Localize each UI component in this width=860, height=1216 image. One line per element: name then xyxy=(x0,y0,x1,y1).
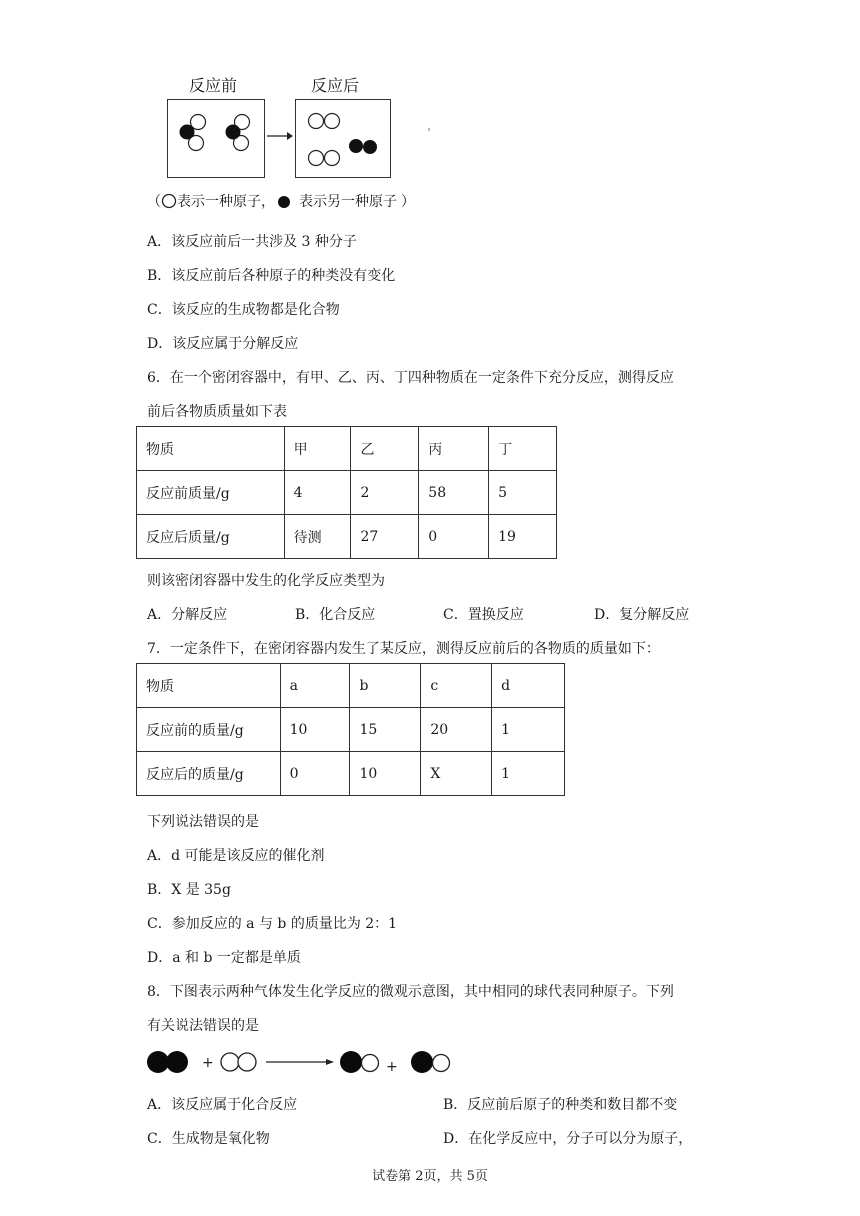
legend-open-paren: （ xyxy=(147,194,161,210)
q6-option-b: B．化合反应 xyxy=(295,607,376,623)
table-cell: 27 xyxy=(351,515,419,559)
table-cell: 4 xyxy=(284,471,351,515)
table-cell: c xyxy=(421,664,492,708)
table-cell: 反应后质量/g xyxy=(137,515,285,559)
molecule-after-white-1 xyxy=(309,114,340,129)
q7-option-c: C．参加反应的 a 与 b 的质量比为 2：1 xyxy=(147,916,398,932)
q8-stem-line1: 8．下图表示两种气体发生化学反应的微观示意图，其中相同的球代表同种原子。下列 xyxy=(147,984,674,1000)
q8-option-c: C．生成物是氧化物 xyxy=(147,1131,270,1147)
label-after-reaction: 反应后 xyxy=(311,76,360,95)
table-cell: a xyxy=(280,664,350,708)
legend-white-text: 表示一种原子， xyxy=(177,194,275,210)
q6-stem-line2: 前后各物质质量如下表 xyxy=(147,404,287,420)
q6-question: 则该密闭容器中发生的化学反应类型为 xyxy=(147,573,385,589)
table-cell: 10 xyxy=(350,752,421,796)
table-row xyxy=(137,664,565,708)
table-cell: 19 xyxy=(489,515,557,559)
table-cell: 丁 xyxy=(489,427,557,471)
table-cell: d xyxy=(492,664,565,708)
table-cell: 1 xyxy=(492,708,565,752)
white-diatomic-molecule xyxy=(221,1053,256,1071)
table-cell: 58 xyxy=(419,471,489,515)
q6-option-c: C．置换反应 xyxy=(443,607,524,623)
q5-option-b: B．该反应前后各种原子的种类没有变化 xyxy=(147,268,396,284)
black-diatomic-molecule xyxy=(147,1051,188,1073)
table-cell: 2 xyxy=(351,471,419,515)
table-cell: 乙 xyxy=(351,427,419,471)
table-cell: 反应后的质量/g xyxy=(137,752,281,796)
q6-stem-line1: 6．在一个密闭容器中，有甲、乙、丙、丁四种物质在一定条件下充分反应，测得反应 xyxy=(147,370,674,386)
q6-mass-table xyxy=(136,426,557,559)
before-reaction-box xyxy=(167,99,265,178)
product-molecule-2 xyxy=(411,1051,450,1073)
black-atom-icon xyxy=(275,193,293,209)
table-row xyxy=(137,471,557,515)
q8-reaction-diagram xyxy=(140,1044,460,1080)
white-atom-icon xyxy=(161,193,177,209)
atom-legend xyxy=(147,191,415,211)
label-before-reaction: 反应前 xyxy=(189,76,238,95)
legend-close-paren: ） xyxy=(401,194,415,210)
q5-option-c: C．该反应的生成物都是化合物 xyxy=(147,302,340,318)
table-cell: 0 xyxy=(419,515,489,559)
q6-option-d: D．复分解反应 xyxy=(594,607,690,623)
q7-mass-table xyxy=(136,663,565,796)
reaction-arrow-head xyxy=(326,1059,334,1065)
plus-sign-2: + xyxy=(386,1059,398,1075)
table-cell: 丙 xyxy=(419,427,489,471)
q8-option-d: D．在化学反应中，分子可以分为原子， xyxy=(443,1131,693,1147)
q7-question: 下列说法错误的是 xyxy=(147,814,259,830)
reaction-arrow-icon xyxy=(266,130,294,142)
table-cell: 反应前的质量/g xyxy=(137,708,281,752)
q5-option-a: A．该反应前后一共涉及 3 种分子 xyxy=(147,234,357,250)
page-footer: 试卷第 2页，共 5页 xyxy=(372,1169,488,1184)
table-cell: 1 xyxy=(492,752,565,796)
table-row xyxy=(137,708,565,752)
table-row xyxy=(137,515,557,559)
table-cell: 甲 xyxy=(284,427,351,471)
q7-option-a: A．d 可能是该反应的催化剂 xyxy=(147,848,325,864)
q8-option-a: A．该反应属于化合反应 xyxy=(147,1097,298,1113)
legend-black-text: 表示另一种原子 xyxy=(299,194,397,210)
table-cell: 物质 xyxy=(137,664,281,708)
q7-option-b: B．X 是 35g xyxy=(147,882,231,898)
speck xyxy=(428,128,430,131)
molecule-before-1 xyxy=(180,115,206,151)
table-cell: 物质 xyxy=(137,427,285,471)
table-cell: 20 xyxy=(421,708,492,752)
table-cell: 15 xyxy=(350,708,421,752)
before-molecules-figure xyxy=(168,100,264,177)
q5-option-d: D．该反应属于分解反应 xyxy=(147,336,299,352)
table-cell: 10 xyxy=(280,708,350,752)
q7-stem: 7．一定条件下，在密闭容器内发生了某反应，测得反应前后的各物质的质量如下： xyxy=(147,641,660,657)
molecule-after-black xyxy=(349,139,377,154)
molecule-after-white-2 xyxy=(309,151,340,166)
table-cell: 0 xyxy=(280,752,350,796)
after-molecules-figure xyxy=(296,100,390,177)
table-row xyxy=(137,427,557,471)
q8-stem-line2: 有关说法错误的是 xyxy=(147,1018,259,1034)
molecule-before-2 xyxy=(226,115,250,151)
table-cell: b xyxy=(350,664,421,708)
table-cell: 反应前质量/g xyxy=(137,471,285,515)
table-cell: 待测 xyxy=(284,515,351,559)
table-row xyxy=(137,752,565,796)
plus-sign-1: + xyxy=(202,1055,214,1071)
table-cell: X xyxy=(421,752,492,796)
after-reaction-box xyxy=(295,99,391,178)
table-cell: 5 xyxy=(489,471,557,515)
product-molecule-1 xyxy=(340,1051,379,1073)
q8-option-b: B．反应前后原子的种类和数目都不变 xyxy=(443,1097,678,1113)
q7-option-d: D．a 和 b 一定都是单质 xyxy=(147,950,301,966)
q6-option-a: A．分解反应 xyxy=(147,607,228,623)
